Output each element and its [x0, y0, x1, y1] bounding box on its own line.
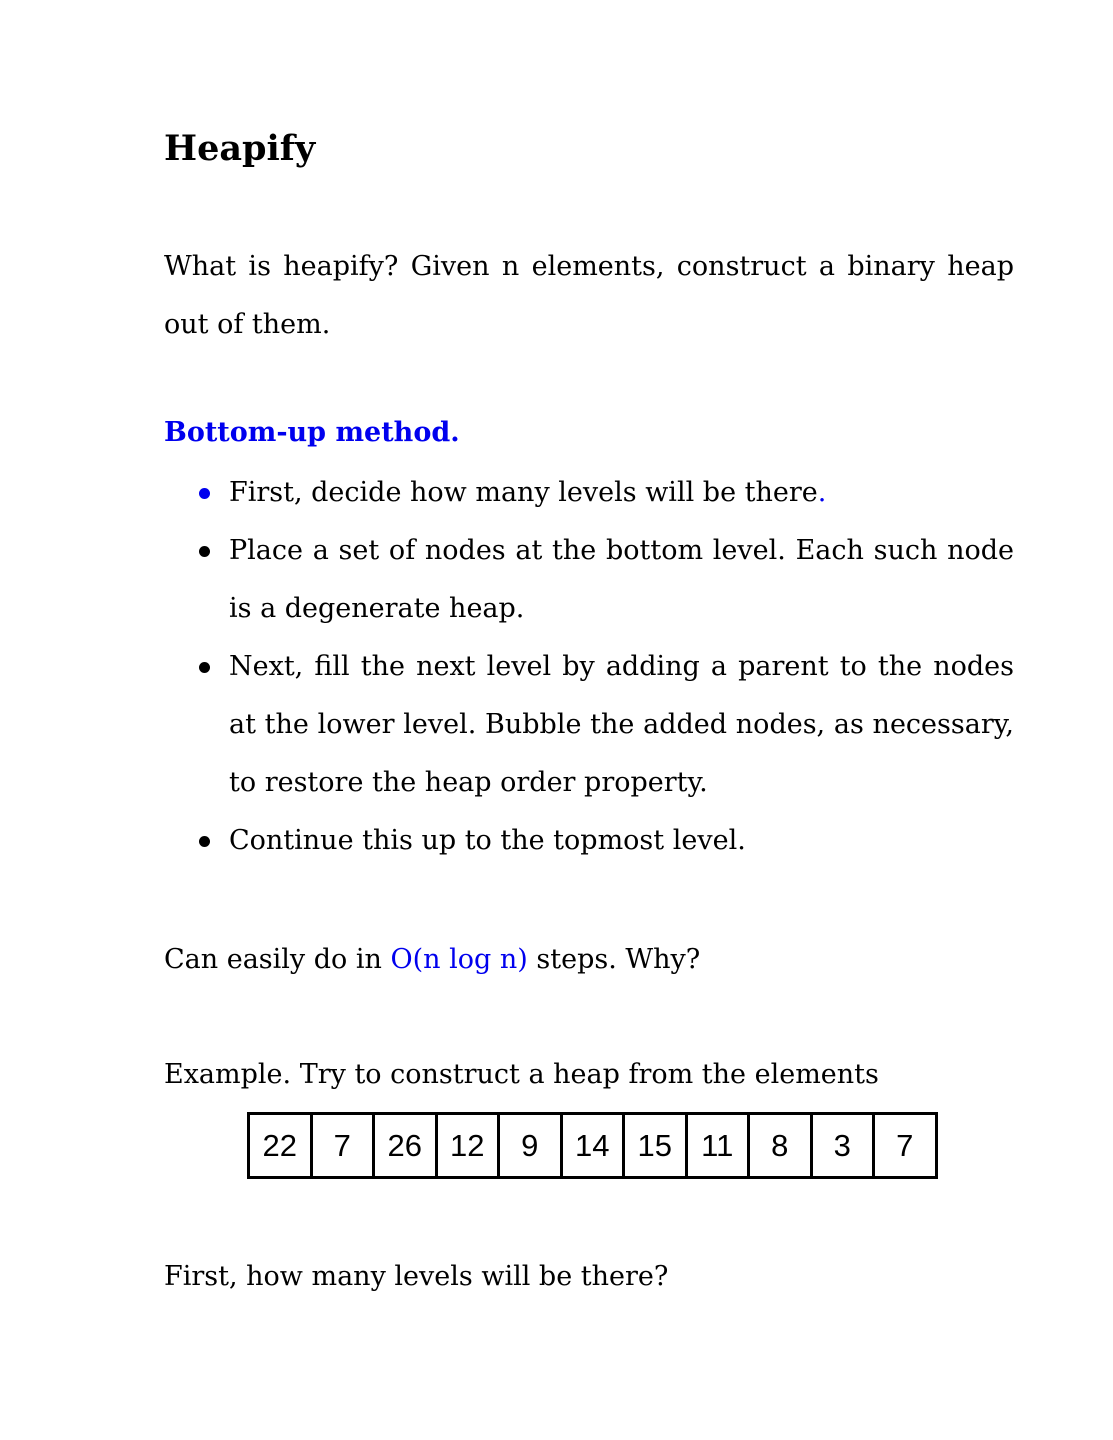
complexity-highlight: O(n log n) — [390, 944, 528, 975]
array-cell: 15 — [625, 1115, 688, 1176]
array-cell: 8 — [750, 1115, 813, 1176]
array-cell: 12 — [438, 1115, 501, 1176]
bullet-suffix: . — [817, 477, 827, 508]
complexity-line — [164, 931, 1014, 989]
array-cell: 22 — [250, 1115, 313, 1176]
complexity-after: steps. Why? — [527, 944, 701, 975]
list-item: Continue this up to the topmost level. — [229, 812, 1014, 870]
bullet-text: First, decide how many levels will be there — [229, 477, 818, 508]
element-array — [247, 1112, 938, 1179]
method-heading: Bottom-up method. — [164, 417, 460, 448]
intro-paragraph: What is heapify? Given n elements, construct a binary heap out of them. — [164, 251, 1014, 340]
array-cell: 3 — [813, 1115, 876, 1176]
question-line: First, how many levels will be there? — [164, 1261, 669, 1292]
list-item — [229, 464, 1014, 522]
steps-list — [164, 464, 1014, 870]
array-cell: 7 — [875, 1115, 938, 1176]
array-cell: 7 — [313, 1115, 376, 1176]
complexity-before: Can easily do in — [164, 944, 391, 975]
example-line: Example. Try to construct a heap from the elements — [164, 1059, 879, 1090]
array-cell: 11 — [688, 1115, 751, 1176]
list-item: Place a set of nodes at the bottom level. Each such node is a degenerate heap. — [229, 522, 1014, 638]
array-cell: 26 — [375, 1115, 438, 1176]
page-title: Heapify — [164, 128, 316, 169]
array-cell: 14 — [563, 1115, 626, 1176]
array-cell: 9 — [500, 1115, 563, 1176]
list-item: Next, fill the next level by adding a parent to the nodes at the lower level. Bubble the added nodes, as necessary, to restore the heap order property. — [229, 638, 1014, 812]
